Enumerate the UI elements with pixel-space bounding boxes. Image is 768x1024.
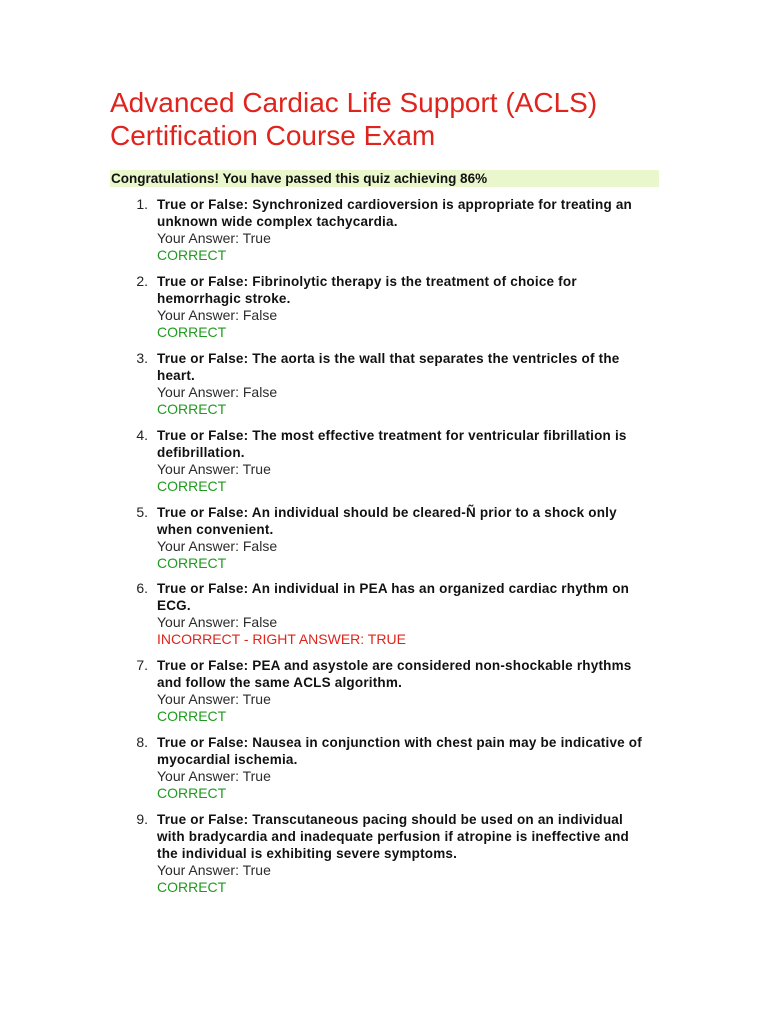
answer-result: CORRECT [157,707,227,724]
question-body [157,273,652,340]
question-text: True or False: An individual should be cleared-Ñ prior to a shock only when convenient. [157,505,617,537]
question-text: True or False: The aorta is the wall that separates the ventricles of the heart. [157,351,620,383]
answer-result: CORRECT [157,784,227,801]
question-body [157,196,652,263]
answer-result: CORRECT [157,400,227,417]
question-body [157,580,652,647]
question-text: True or False: Synchronized cardioversion is appropriate for treating an unknown wide complex tachycardia. [157,197,633,229]
question-number: 4. [136,427,148,443]
your-answer: Your Answer: True [157,691,271,707]
answer-result: INCORRECT - RIGHT ANSWER: TRUE [157,630,406,647]
question-number: 7. [136,657,148,673]
question-text: True or False: Transcutaneous pacing should be used on an individual with bradycardia and inadequate perfusion if atropine is ineffective and the individual is exhibiting severe symptoms. [157,812,629,861]
question-text: True or False: PEA and asystole are considered non-shockable rhythms and follow the same ACLS algorithm. [157,658,632,690]
question-body [157,350,652,417]
question-number: 9. [136,811,148,827]
question-body [157,427,652,494]
question-number: 1. [136,196,148,212]
question-number: 6. [136,580,148,596]
your-answer: Your Answer: True [157,461,271,477]
question-body [157,811,652,895]
your-answer: Your Answer: False [157,307,278,323]
question-body [157,657,652,724]
question-text: True or False: Nausea in conjunction with chest pain may be indicative of myocardial ischemia. [157,735,642,767]
your-answer: Your Answer: True [157,768,271,784]
question-number: 2. [136,273,148,289]
question-text: True or False: An individual in PEA has an organized cardiac rhythm on ECG. [157,581,630,613]
answer-result: CORRECT [157,554,227,571]
answer-result: CORRECT [157,878,227,895]
question-body [157,734,652,801]
your-answer: Your Answer: False [157,384,278,400]
answer-result: CORRECT [157,477,227,494]
result-banner: Congratulations! You have passed this quiz achieving 86% [110,170,659,187]
your-answer: Your Answer: False [157,614,278,630]
answer-result: CORRECT [157,323,227,340]
question-number: 8. [136,734,148,750]
your-answer: Your Answer: True [157,862,271,878]
question-number: 5. [136,504,148,520]
question-body [157,504,652,571]
your-answer: Your Answer: True [157,230,271,246]
question-text: True or False: Fibrinolytic therapy is the treatment of choice for hemorrhagic stroke. [157,274,577,306]
page-title: Advanced Cardiac Life Support (ACLS) Certification Course Exam [110,87,598,151]
question-text: True or False: The most effective treatment for ventricular fibrillation is defibrillation. [157,428,627,460]
question-number: 3. [136,350,148,366]
your-answer: Your Answer: False [157,538,278,554]
answer-result: CORRECT [157,246,227,263]
